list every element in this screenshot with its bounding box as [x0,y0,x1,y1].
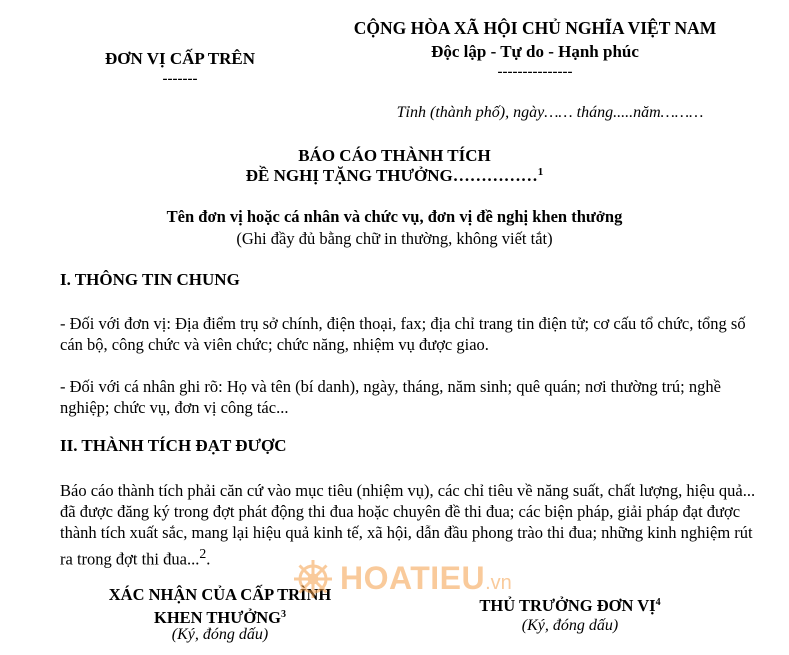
watermark-brand: HOATIEU [340,560,486,596]
confirm-line-2 [90,605,350,628]
footnote-4: 4 [655,597,661,608]
achievements-text: Báo cáo thành tích phải căn cứ vào mục tiêu (nhiệm vụ), các chỉ tiêu về năng suất, chất lượng, hiệu quả... đã được đăng ký trong đợt phát động thi đua hoặc chuyên đề thi đua; các biện pháp, giải pháp đạt được thành tích xuất sắc, mang lại hiệu quả kinh tế, xã hội, dẫn đầu phong trào thi đua; những kinh nghiệm rút ra trong đợt thi đua... [60,481,756,569]
subtitle-text: ĐỀ NGHỊ TẶNG THƯỞNG…………… [245,166,538,185]
achievements-end: . [206,549,211,569]
confirm-line-1: XÁC NHẬN CỦA CẤP TRÌNH [108,585,332,604]
paragraph-unit-info: - Đối với đơn vị: Địa điểm trụ sở chính, điện thoại, fax; địa chỉ trang tin điện tử; cơ cấu tổ chức, tổng số cán bộ, công chức và viên chức; chức năng, nhiệm vụ được giao. [60,314,746,354]
section-general-heading: I. THÔNG TIN CHUNG [60,270,240,289]
paragraph-achievements [60,480,760,570]
document-title: BÁO CÁO THÀNH TÍCH [298,146,491,165]
subject-line: Tên đơn vị hoặc cá nhân và chức vụ, đơn vị đề nghị khen thưởng [166,207,623,226]
national-motto: Độc lập - Tự do - Hạnh phúc [431,42,639,61]
confirm-sign-note: (Ký, đóng dấu) [171,626,269,643]
national-title: CỘNG HÒA XÃ HỘI CHỦ NGHĨA VIỆT NAM [353,18,717,38]
issuing-authority: ĐƠN VỊ CẤP TRÊN [104,49,256,68]
unit-head-text: THỦ TRƯỞNG ĐƠN VỊ [479,596,656,615]
subject-note: (Ghi đầy đủ bằng chữ in thường, không viết tắt) [236,229,553,248]
footnote-3: 3 [280,609,286,620]
section-achievements-heading: II. THÀNH TÍCH ĐẠT ĐƯỢC [60,436,287,455]
unit-head-title [440,596,700,616]
confirm-line-2-text: KHEN THƯỞNG [154,608,281,627]
document-subtitle [0,166,789,186]
paragraph-individual-info: - Đối với cá nhân ghi rõ: Họ và tên (bí danh), ngày, tháng, năm sinh; quê quán; nơi thường trú; nghề nghiệp; chức vụ, đơn vị công tác... [60,377,721,417]
confirm-authority-title [90,585,350,628]
watermark-suffix: .vn [485,572,512,594]
footnote-1: 1 [537,166,544,178]
authority-divider: ------- [162,71,198,87]
place-date-line: Tỉnh (thành phố), ngày…… tháng.....năm……… [396,104,704,121]
footnote-2: 2 [199,546,207,561]
motto-divider: --------------- [497,64,573,80]
unit-head-sign-note: (Ký, đóng dấu) [521,617,619,634]
